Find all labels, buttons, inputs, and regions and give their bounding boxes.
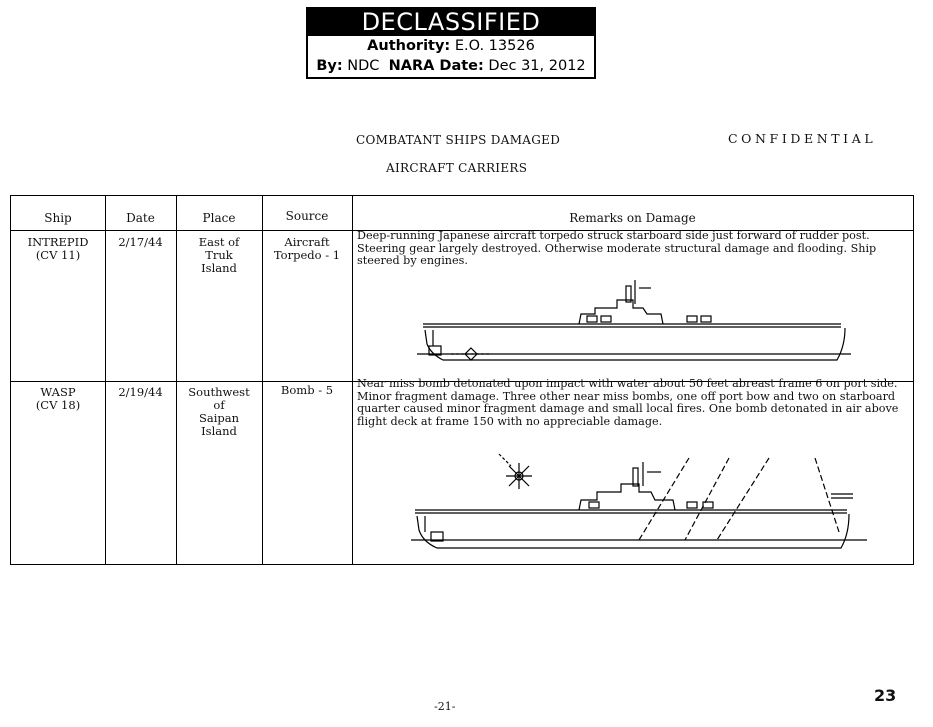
document-subtitle: AIRCRAFT CARRIERS	[386, 161, 528, 175]
ship-name: WASP	[40, 385, 76, 399]
place-line: East of	[198, 235, 240, 249]
place-line: of	[213, 398, 225, 412]
stamp-authority-value: E.O. 13526	[454, 38, 535, 54]
declassified-stamp	[306, 7, 596, 79]
place-line: Truk	[205, 248, 233, 262]
column-header-place: Place	[202, 211, 236, 225]
stamp-authority-line	[308, 36, 594, 56]
stamp-authority-label: Authority:	[367, 38, 451, 54]
stamp-nara-value: Dec 31, 2012	[488, 58, 586, 74]
document-title: COMBATANT SHIPS DAMAGED	[356, 133, 561, 147]
column-divider	[352, 196, 353, 564]
place-line: Southwest	[188, 385, 250, 399]
column-divider	[105, 196, 106, 564]
column-header-remarks: Remarks on Damage	[569, 211, 696, 225]
source-line: Aircraft	[284, 235, 330, 249]
table-row-2-remarks: Near miss bomb detonated upon impact with water about 50 feet abreast frame 6 on port side. Minor fragment damage. Three other near miss bombs, one off port bow and two on starboard quarter caused minor fragment damage and small local fires. One bomb detonated in air above flight deck at frame 150 with no appreciable damage.	[357, 377, 899, 428]
sheet-number: 23	[874, 686, 897, 705]
wasp-damage-diagram	[407, 446, 867, 560]
table-row-1-remarks: Deep-running Japanese aircraft torpedo struck starboard side just forward of rudder post. Steering gear largely destroyed. Otherwise moderate structural damage and flooding. Ship steered by engines.	[357, 229, 877, 268]
table-row-1-source	[262, 236, 352, 262]
table-row-2-ship	[11, 386, 105, 412]
table-row-1-date: 2/17/44	[118, 235, 163, 249]
table-row-2-source: Bomb - 5	[280, 383, 334, 397]
column-header-ship: Ship	[44, 211, 72, 225]
ship-hull-number: (CV 18)	[35, 398, 81, 412]
stamp-by-label: By:	[316, 58, 343, 74]
table-row-1-ship	[11, 236, 105, 262]
table-row-1-place	[176, 236, 262, 275]
page-number: -21-	[434, 700, 456, 713]
classification-marking: CONFIDENTIAL	[728, 131, 877, 146]
stamp-nara-label: NARA Date:	[388, 58, 484, 74]
column-header-source: Source	[285, 209, 329, 223]
ship-hull-number: (CV 11)	[35, 248, 81, 262]
damage-table	[10, 195, 914, 565]
intrepid-damage-diagram	[411, 274, 851, 372]
column-header-date: Date	[126, 211, 155, 225]
place-line: Saipan	[198, 411, 240, 425]
place-line: Island	[201, 424, 237, 438]
stamp-title: DECLASSIFIED	[308, 9, 594, 36]
table-row-2-date: 2/19/44	[118, 385, 163, 399]
source-line: Torpedo - 1	[273, 248, 341, 262]
table-row-2-place	[176, 386, 262, 438]
stamp-by-line	[308, 56, 594, 76]
ship-name: INTREPID	[27, 235, 89, 249]
stamp-by-value: NDC	[347, 58, 380, 74]
place-line: Island	[201, 261, 237, 275]
